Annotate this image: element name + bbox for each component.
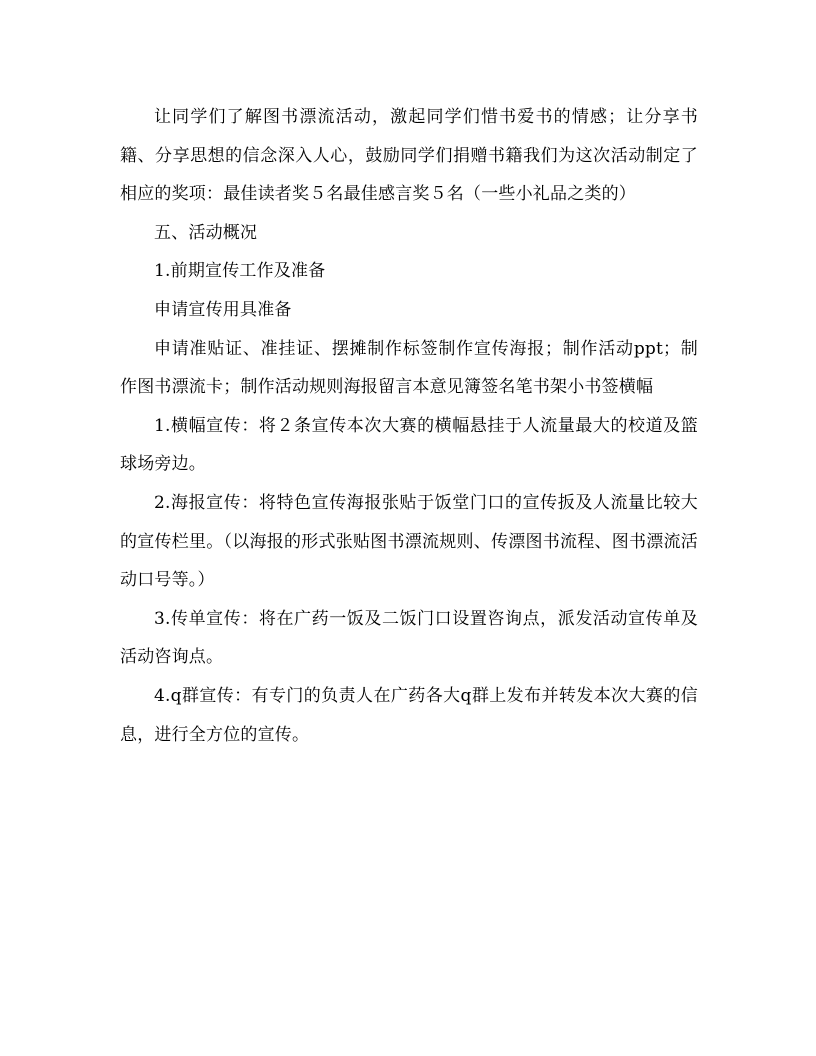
subheading-publicity-tools: 申请宣传用具准备 <box>154 299 292 320</box>
paragraph-award-intro: 让同学们了解图书漂流活动，激起同学们惜书爱书的情感；让分享书籍、分享思想的信念深入人心，鼓励同学们捐赠书籍我们为这次活动制定了相应的奖项：最佳读者奖５名最佳感言奖５名（一些小礼品之类的） <box>120 107 698 205</box>
paragraph-materials-list: 申请准贴证、准挂证、摆摊制作标签制作宣传海报；制作活动ppt；制作图书漂流卡；制作活动规则海报留言本意见簿签名笔书架小书签横幅 <box>120 338 698 398</box>
section-heading-activity-overview: 五、活动概况 <box>154 222 258 243</box>
list-item-banner-publicity: 1.横幅宣传：将２条宣传本次大赛的横幅悬挂于人流量最大的校道及篮球场旁边。 <box>120 415 698 475</box>
list-item-flyer-publicity: 3.传单宣传：将在广药一饭及二饭门口设置咨询点，派发活动宣传单及活动咨询点。 <box>120 608 698 668</box>
subheading-preliminary-publicity: 1.前期宣传工作及准备 <box>154 261 326 282</box>
list-item-qq-group-publicity: 4.q群宣传：有专门的负责人在广药各大q群上发布并转发本次大赛的信息，进行全方位的宣传。 <box>120 685 698 745</box>
document-body <box>120 98 698 754</box>
list-item-poster-publicity: 2.海报宣传：将特色宣传海报张贴于饭堂门口的宣传扳及人流量比较大的宣传栏里。（以海报的形式张贴图书漂流规则、传漂图书流程、图书漂流活动口号等。） <box>120 492 698 591</box>
